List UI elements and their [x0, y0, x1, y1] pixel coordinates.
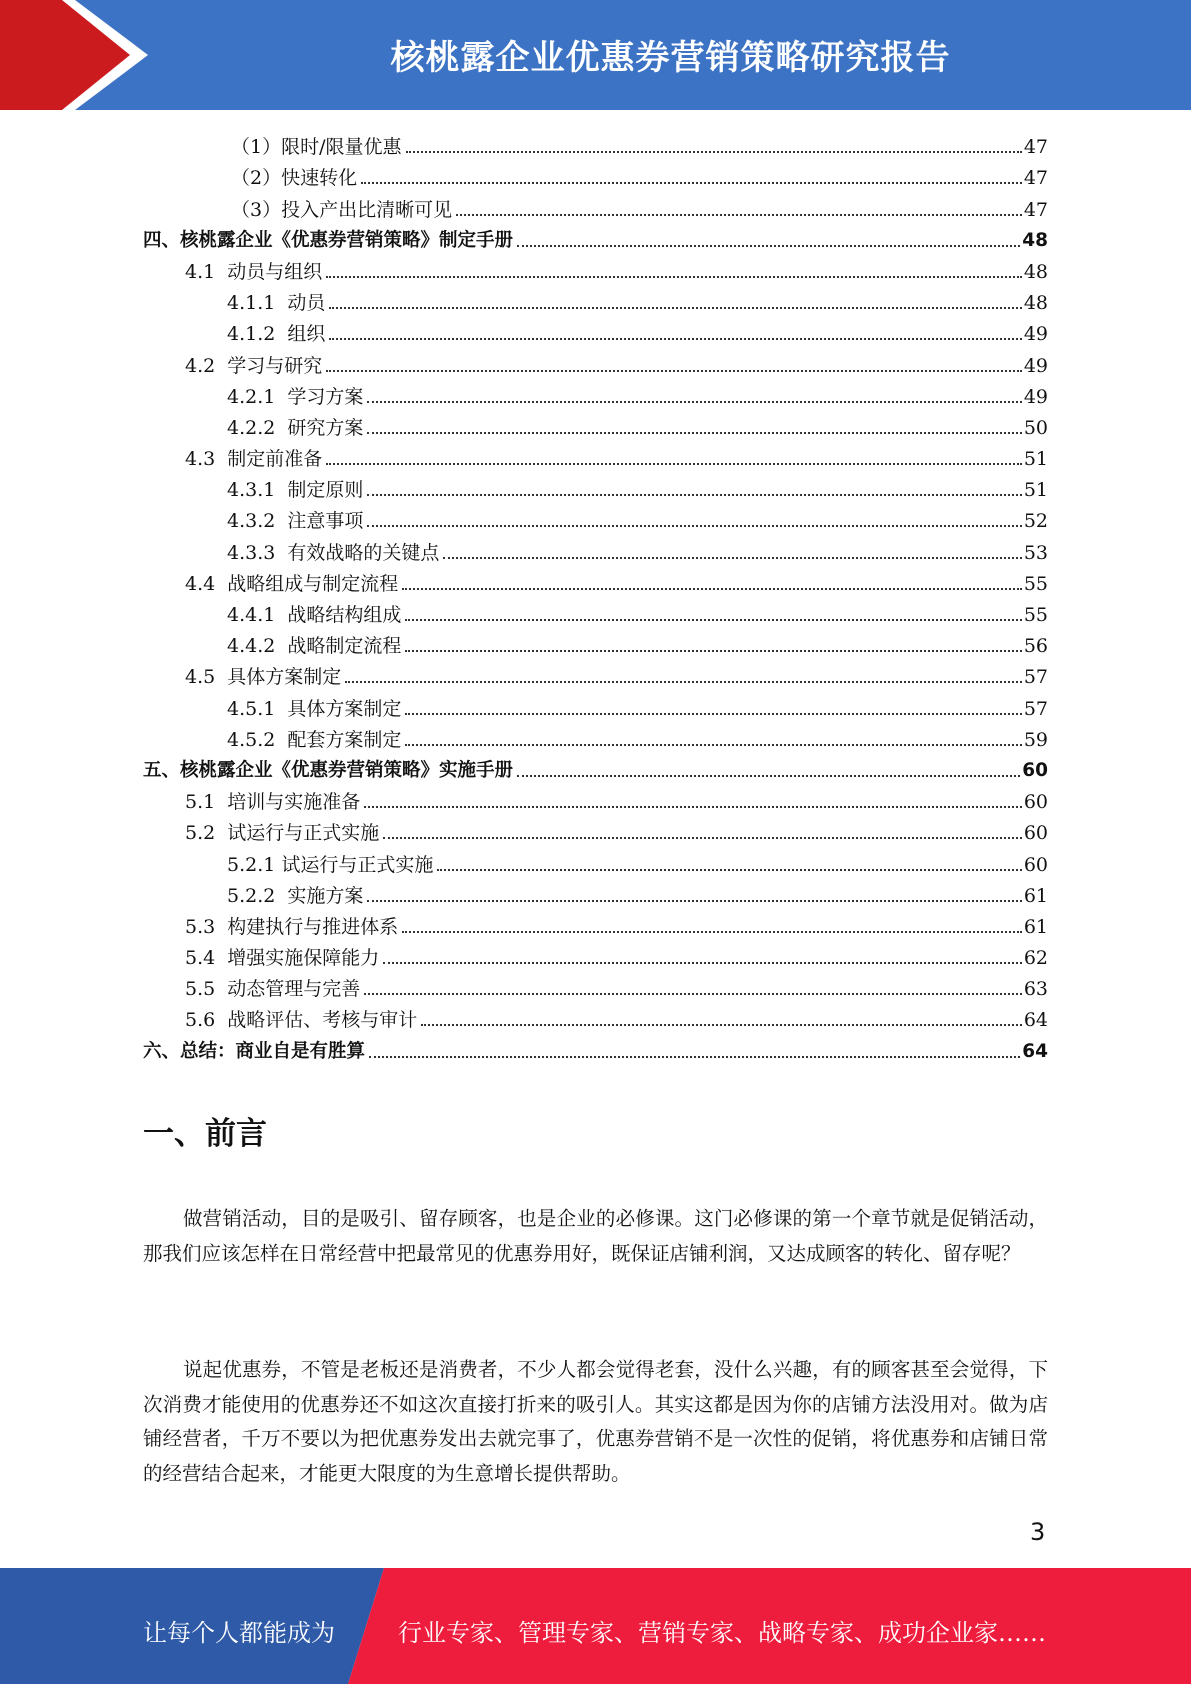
toc-entry-page: 64 — [1022, 1040, 1048, 1062]
toc-dot-leader — [367, 494, 1021, 496]
toc-entry-title: 4.4.1 战略结构组成 — [227, 604, 402, 626]
toc-entry[interactable] — [143, 409, 1048, 440]
toc-entry-title: 5.4 增强实施保障能力 — [185, 947, 380, 970]
toc-entry-page: 55 — [1023, 572, 1048, 595]
toc-entry-page: 51 — [1023, 448, 1048, 471]
page-number: 3 — [1030, 1518, 1046, 1546]
toc-entry-title: 5.5 动态管理与完善 — [185, 978, 361, 1001]
toc-entry[interactable] — [143, 440, 1048, 471]
toc-entry-title: 5.3 构建执行与推进体系 — [185, 915, 399, 938]
toc-dot-leader — [405, 713, 1021, 715]
toc-entry-page: 53 — [1023, 541, 1048, 564]
page-footer — [0, 1568, 1191, 1684]
section-heading: 一、前言 — [143, 1116, 267, 1152]
toc-dot-leader — [364, 806, 1022, 808]
toc-entry-title: 4.5 具体方案制定 — [185, 666, 342, 689]
toc-entry-page: 47 — [1023, 167, 1048, 190]
toc-entry-title: 4.5.1 具体方案制定 — [227, 697, 402, 720]
toc-dot-leader — [367, 401, 1021, 403]
toc-entry-title: 4.3 制定前准备 — [185, 448, 323, 471]
toc-entry-title: 四、核桃露企业《优惠券营销策略》制定手册 — [143, 229, 514, 251]
toc-entry[interactable] — [143, 721, 1048, 752]
toc-entry-title: 4.3.2 注意事项 — [227, 510, 364, 533]
body-paragraph: 做营销活动，目的是吸引、留存顾客，也是企业的必修课。这门必修课的第一个章节就是促销活动，那我们应该怎样在日常经营中把最常见的优惠券用好，既保证店铺利润，又达成顾客的转化、留存呢？ — [143, 1207, 1048, 1265]
toc-dot-leader — [326, 276, 1022, 278]
toc-entry-title: 4.2 学习与研究 — [185, 354, 323, 377]
toc-entry-title: 4.4 战略组成与制定流程 — [185, 572, 399, 595]
toc-dot-leader — [367, 900, 1021, 902]
toc-dot-leader — [517, 245, 1020, 247]
toc-dot-leader — [421, 1024, 1022, 1026]
toc-entry-page: 57 — [1023, 666, 1048, 689]
toc-entry-page: 60 — [1023, 853, 1048, 876]
toc-entry[interactable] — [143, 596, 1048, 627]
toc-entry-page: 61 — [1023, 915, 1048, 938]
toc-entry-page: 51 — [1023, 479, 1048, 502]
toc-dot-leader — [406, 151, 1022, 153]
toc-entry-page: 48 — [1022, 229, 1048, 251]
toc-entry-page: 61 — [1023, 884, 1048, 907]
toc-dot-leader — [329, 338, 1021, 340]
toc-entry-title: 4.4.2 战略制定流程 — [227, 635, 402, 658]
toc-dot-leader — [367, 525, 1021, 527]
toc-entry[interactable] — [143, 284, 1048, 315]
toc-dot-leader — [369, 1056, 1020, 1058]
toc-dot-leader — [364, 993, 1022, 995]
toc-entry[interactable] — [143, 565, 1048, 596]
toc-dot-leader — [326, 370, 1022, 372]
toc-entry[interactable] — [143, 1001, 1048, 1032]
toc-dot-leader — [402, 588, 1022, 590]
toc-entry-title: 4.1.1 动员 — [227, 292, 326, 315]
toc-entry[interactable] — [143, 627, 1048, 658]
toc-entry-title: 5.2 试运行与正式实施 — [185, 822, 380, 845]
toc-entry[interactable] — [143, 783, 1048, 814]
toc-entry[interactable] — [143, 689, 1048, 720]
toc-entry-title: 5.6 战略评估、考核与审计 — [185, 1009, 418, 1032]
toc-entry-title: 五、核桃露企业《优惠券营销策略》实施手册 — [143, 759, 514, 781]
toc-entry[interactable] — [143, 315, 1048, 346]
toc-entry-page: 47 — [1023, 198, 1048, 221]
toc-dot-leader — [329, 307, 1021, 309]
toc-entry[interactable] — [143, 253, 1048, 284]
toc-entry[interactable] — [143, 471, 1048, 502]
toc-entry-title: 4.5.2 配套方案制定 — [227, 728, 402, 751]
toc-entry-title: 4.3.1 制定原则 — [227, 479, 364, 502]
toc-dot-leader — [361, 182, 1022, 184]
toc-entry[interactable] — [143, 845, 1048, 876]
toc-entry[interactable] — [143, 190, 1048, 221]
footer-slogan-left: 让每个人都能成为 — [143, 1619, 335, 1647]
toc-entry-page: 64 — [1023, 1009, 1048, 1032]
toc-entry-title: 5.1 培训与实施准备 — [185, 791, 361, 814]
toc-entry-page: 47 — [1023, 136, 1048, 159]
toc-entry-page: 55 — [1023, 604, 1048, 626]
footer-slogan-right: 行业专家、管理专家、营销专家、战略专家、成功企业家…… — [398, 1619, 1046, 1647]
toc-entry-page: 57 — [1023, 697, 1048, 720]
toc-entry[interactable] — [143, 970, 1048, 1001]
toc-entry[interactable] — [143, 877, 1048, 908]
toc-dot-leader — [405, 744, 1021, 746]
toc-dot-leader — [517, 775, 1020, 777]
toc-entry[interactable] — [143, 752, 1048, 783]
toc-entry-page: 62 — [1023, 947, 1048, 970]
toc-entry-page: 50 — [1023, 416, 1048, 439]
toc-entry-page: 48 — [1023, 260, 1048, 283]
toc-entry[interactable] — [143, 159, 1048, 190]
toc-entry-page: 63 — [1023, 978, 1048, 1001]
toc-entry[interactable] — [143, 814, 1048, 845]
toc-entry[interactable] — [143, 378, 1048, 409]
toc-dot-leader — [437, 869, 1021, 871]
toc-entry-title: （2）快速转化 — [231, 167, 358, 190]
toc-entry-page: 56 — [1023, 635, 1048, 658]
toc-entry[interactable] — [143, 128, 1048, 159]
toc-entry-page: 49 — [1023, 323, 1048, 346]
toc-entry-title: 5.2.1 试运行与正式实施 — [227, 853, 434, 876]
toc-entry-title: 4.3.3 有效战略的关键点 — [227, 541, 440, 564]
toc-dot-leader — [383, 837, 1022, 839]
page-header — [0, 0, 1191, 110]
toc-entry-title: 4.2.1 学习方案 — [227, 385, 364, 408]
toc-dot-leader — [405, 619, 1021, 621]
toc-entry-page: 48 — [1023, 292, 1048, 315]
toc-dot-leader — [326, 463, 1022, 465]
report-title: 核桃露企业优惠券营销策略研究报告 — [390, 37, 951, 78]
toc-entry-page: 52 — [1023, 510, 1048, 533]
toc-entry-title: 4.1.2 组织 — [227, 323, 326, 346]
toc-entry[interactable] — [143, 502, 1048, 533]
toc-entry-title: （1）限时/限量优惠 — [231, 136, 402, 159]
toc-dot-leader — [383, 962, 1022, 964]
toc-entry-page: 60 — [1023, 791, 1048, 814]
toc-entry-page: 60 — [1022, 759, 1048, 781]
toc-entry[interactable] — [143, 939, 1048, 970]
toc-dot-leader — [443, 557, 1021, 559]
toc-entry-title: 4.2.2 研究方案 — [227, 416, 364, 439]
toc-entry-page: 59 — [1023, 728, 1048, 751]
toc-entry-page: 49 — [1023, 354, 1048, 377]
toc-entry[interactable] — [143, 1032, 1048, 1063]
toc-dot-leader — [367, 432, 1021, 434]
toc-dot-leader — [345, 681, 1022, 683]
toc-entry-title: 5.2.2 实施方案 — [227, 884, 364, 907]
toc-entry-page: 49 — [1023, 385, 1048, 408]
table-of-contents — [143, 128, 1048, 1064]
toc-entry[interactable] — [143, 658, 1048, 689]
toc-entry-page: 60 — [1023, 822, 1048, 845]
toc-dot-leader — [402, 931, 1022, 933]
toc-dot-leader — [405, 650, 1021, 652]
toc-entry-title: 六、总结：商业自是有胜算 — [143, 1040, 366, 1062]
toc-dot-leader — [456, 214, 1022, 216]
toc-entry[interactable] — [143, 908, 1048, 939]
toc-entry-title: （3）投入产出比清晰可见 — [231, 198, 453, 221]
toc-entry[interactable] — [143, 533, 1048, 564]
body-paragraph: 说起优惠券，不管是老板还是消费者，不少人都会觉得老套，没什么兴趣，有的顾客甚至会觉得，下次消费才能使用的优惠券还不如这次直接打折来的吸引人。其实这都是因为你的店铺方法没用对。做为店铺经营者，千万不要以为把优惠券发出去就完事了，优惠券营销不是一次性的促销，将优惠券和店铺日常的经营结合起来，才能更大限度的为生意增长提供帮助。 — [143, 1358, 1048, 1485]
toc-entry[interactable] — [143, 346, 1048, 377]
toc-entry-title: 4.1 动员与组织 — [185, 260, 323, 283]
toc-entry[interactable] — [143, 222, 1048, 253]
